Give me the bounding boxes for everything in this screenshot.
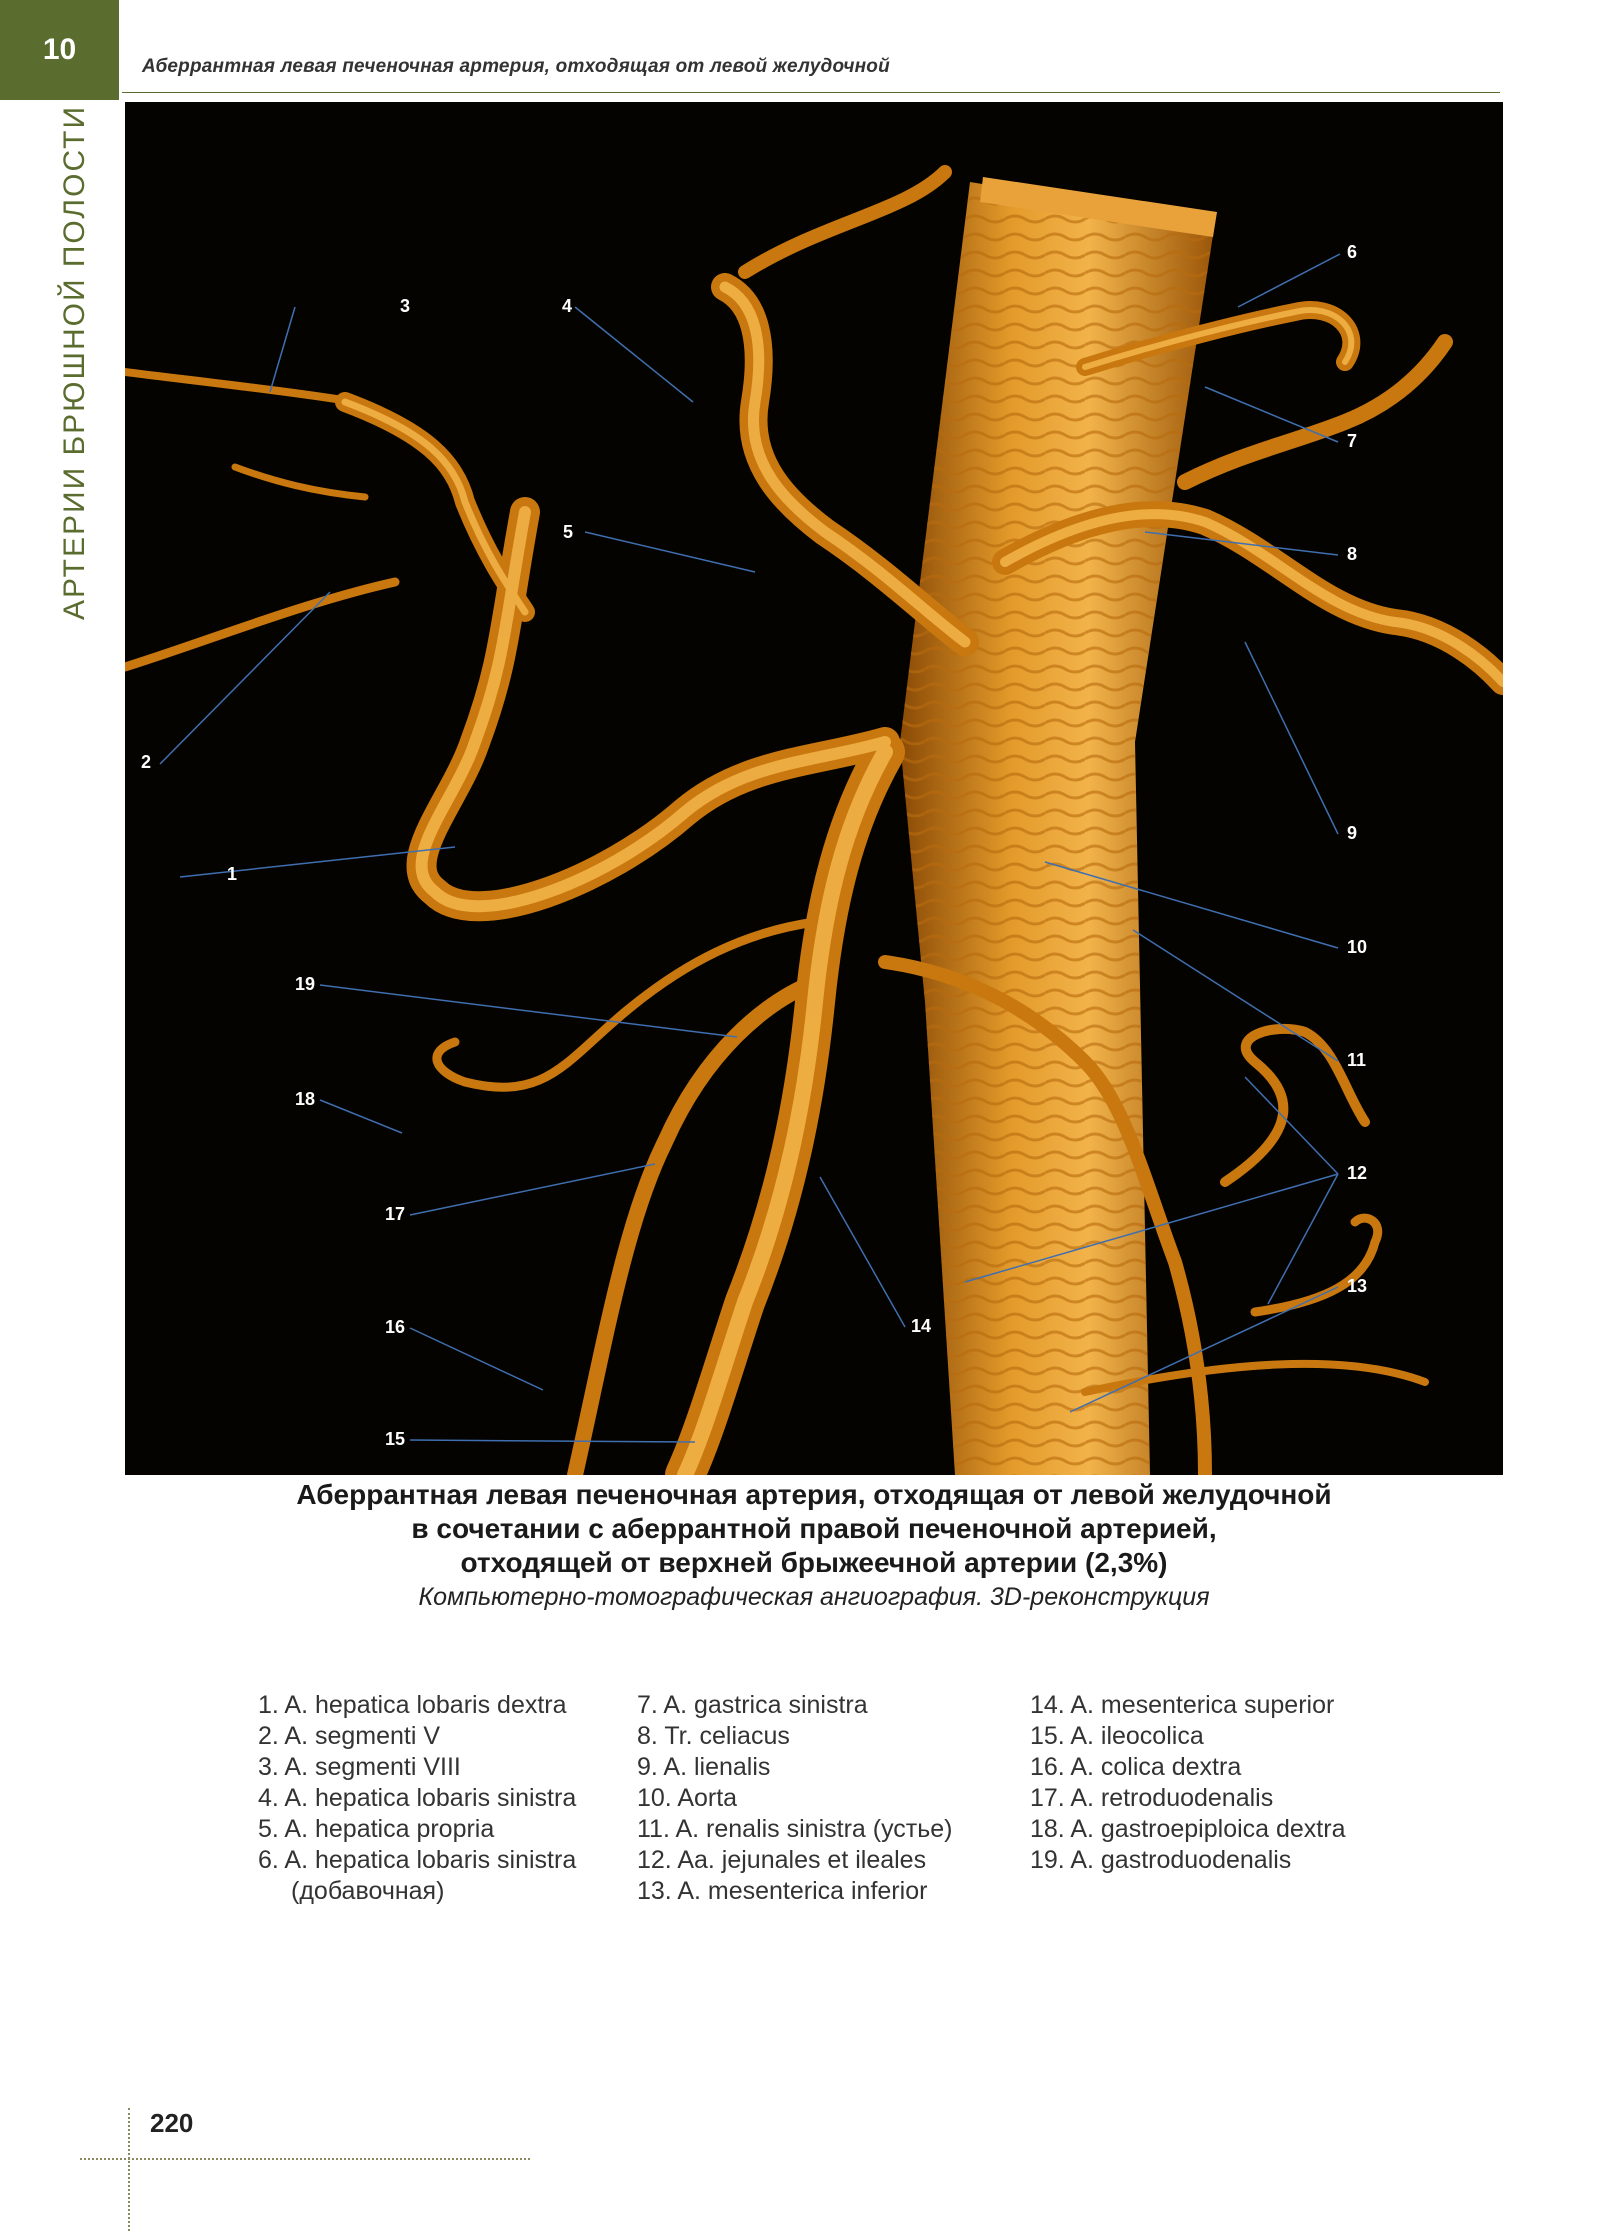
callout-18: 18 — [295, 1089, 316, 1109]
legend-item: 14. A. mesenterica superior — [1030, 1691, 1335, 1719]
legend-item: 8. Tr. celiacus — [637, 1722, 790, 1750]
arteries — [125, 172, 1503, 1475]
callout-16: 16 — [385, 1317, 406, 1337]
callout-9: 9 — [1347, 823, 1358, 843]
footer-divider-vertical — [128, 2108, 130, 2231]
legend-item: 16. A. colica dextra — [1030, 1753, 1242, 1781]
legend-item: 5. A. hepatica propria — [258, 1815, 495, 1843]
caption-line-1: Аберрантная левая печеночная артерия, отходящая от левой желудочной — [296, 1479, 1332, 1510]
side-section-title-text: АРТЕРИИ БРЮШНОЙ ПОЛОСТИ — [58, 104, 91, 620]
footer-divider-horizontal — [80, 2158, 530, 2160]
chapter-number: 10 — [42, 33, 77, 66]
legend-column-2 — [637, 1690, 953, 1907]
callout-12: 12 — [1347, 1163, 1368, 1183]
callout-2: 2 — [141, 752, 152, 772]
legend-item: 6. A. hepatica lobaris sinistra — [258, 1846, 577, 1874]
legend-item: 7. A. gastrica sinistra — [637, 1691, 868, 1719]
legend-item: 2. A. segmenti V — [258, 1722, 441, 1750]
callout-10: 10 — [1347, 937, 1368, 957]
aorta-body — [900, 177, 1217, 1475]
callout-11: 11 — [1347, 1050, 1367, 1070]
legend-item: 11. A. renalis sinistra (устье) — [637, 1815, 953, 1843]
legend-column-3 — [1030, 1690, 1345, 1876]
figure-caption — [125, 1478, 1503, 1614]
callout-3: 3 — [400, 296, 411, 316]
legend-item: 10. Aorta — [637, 1784, 738, 1812]
caption-line-3: отходящей от верхней брыжеечной артерии (2,3%) — [460, 1547, 1168, 1578]
vessel-illustration — [125, 102, 1503, 1475]
legend-item: 3. A. segmenti VIII — [258, 1753, 461, 1781]
legend-item: 19. A. gastroduodenalis — [1030, 1846, 1292, 1874]
header-divider — [122, 92, 1500, 93]
page-number: 220 — [150, 2108, 194, 2138]
callout-1: 1 — [227, 864, 238, 884]
legend-item: 9. A. lienalis — [637, 1753, 771, 1781]
caption-subtitle: Компьютерно-томографическая ангиография. 3D-реконструкция — [418, 1583, 1210, 1611]
legend-item: 4. A. hepatica lobaris sinistra — [258, 1784, 577, 1812]
running-title: Аберрантная левая печеночная артерия, отходящая от левой желудочной — [142, 56, 890, 77]
angiography-figure — [125, 102, 1503, 1475]
legend-item: 12. Aa. jejunales et ileales — [637, 1846, 927, 1874]
callout-13: 13 — [1347, 1276, 1368, 1296]
chapter-number-tab — [0, 0, 119, 100]
callout-4: 4 — [562, 296, 573, 316]
legend-item: 13. A. mesenterica inferior — [637, 1877, 928, 1905]
callout-8: 8 — [1347, 544, 1358, 564]
callout-14: 14 — [911, 1316, 932, 1336]
callout-7: 7 — [1347, 431, 1358, 451]
caption-line-2: в сочетании с аберрантной правой печеночной артерией, — [411, 1513, 1217, 1544]
callout-17: 17 — [385, 1204, 406, 1224]
callout-19: 19 — [295, 974, 316, 994]
legend-item: 17. A. retroduodenalis — [1030, 1784, 1274, 1812]
legend-item-continuation: (добавочная) — [291, 1877, 445, 1905]
legend-item: 15. A. ileocolica — [1030, 1722, 1204, 1750]
callout-15: 15 — [385, 1429, 406, 1449]
legend-column-1 — [258, 1690, 576, 1907]
callout-6: 6 — [1347, 242, 1358, 262]
callout-5: 5 — [563, 522, 574, 542]
legend-item: 18. A. gastroepiploica dextra — [1030, 1815, 1346, 1843]
legend-item: 1. A. hepatica lobaris dextra — [258, 1691, 567, 1719]
